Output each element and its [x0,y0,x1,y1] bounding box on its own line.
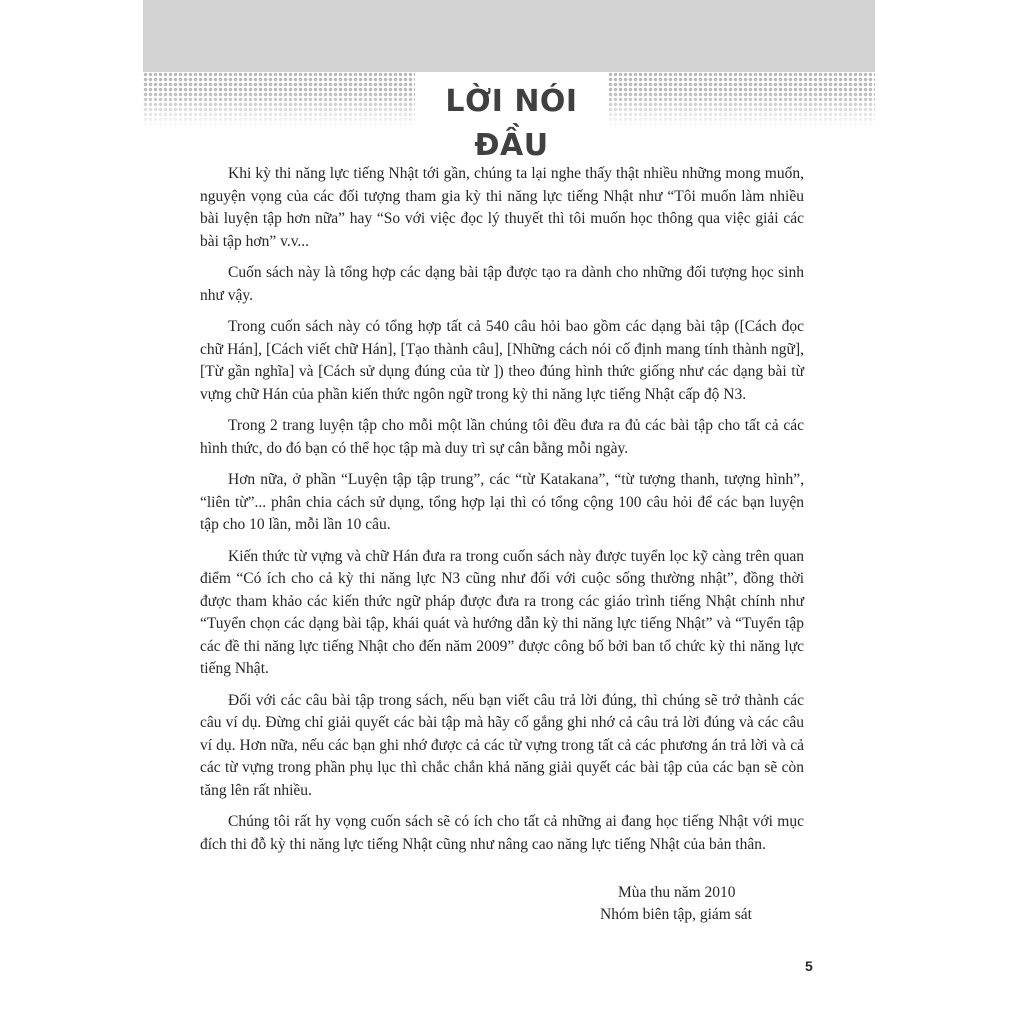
paragraph: Trong cuốn sách này có tổng hợp tất cả 540 câu hỏi bao gồm các dạng bài tập ([Cách đọc chữ Hán], [Cách viết chữ Hán], [Tạo thành câu], [Những cách nói cố định mang tính thành ngữ], [Từ gần nghĩa] và [Cách sử dụng đúng của từ ]) theo đúng hình thức giống như các dạng bài từ vựng chữ Hán của phần kiến thức ngôn ngữ trong kỳ thi năng lực tiếng Nhật cấp độ N3. [200,318,804,403]
paragraph: Đối với các câu bài tập trong sách, nếu bạn viết câu trả lời đúng, thì chúng sẽ trở thành các câu ví dụ. Đừng chỉ giải quyết các bài tập mà hãy cố gắng ghi nhớ cả câu trả lời đúng và các câu ví dụ. Hơn nữa, nếu các bạn ghi nhớ được cả các từ vựng trong tất cả các phương án trả lời và cả các từ vựng trong phần phụ lục thì chắc chắn khả năng giải quyết các bài tập của các bạn sẽ còn tăng lên rất nhiều. [200,691,804,799]
page-number: 5 [805,958,813,974]
signature-date: Mùa thu năm 2010 [618,884,736,901]
page-title: LỜI NÓI ĐẦU [445,84,578,163]
dot-pattern-right [608,72,875,128]
dot-pattern-left [143,72,415,128]
paragraph: Hơn nữa, ở phần “Luyện tập tập trung”, các “từ Katakana”, “từ tượng thanh, tượng hình”, “liên từ”... phân chia cách sử dụng, tổng hợp lại thì có tổng cộng 100 câu hỏi để các bạn luyện tập cho 10 lần, mỗi lần 10 câu. [200,471,804,533]
paragraph: Trong 2 trang luyện tập cho mỗi một lần chúng tôi đều đưa ra đủ các bài tập cho tất cả các hình thức, do đó bạn có thể học tập mà duy trì sự cân bằng mỗi ngày. [200,417,804,457]
paragraph: Khi kỳ thi năng lực tiếng Nhật tới gần, chúng ta lại nghe thấy thật nhiều những mong muốn, nguyện vọng của các đối tượng tham gia kỳ thi năng lực tiếng Nhật như “Tôi muốn làm nhiều bài luyện tập hơn nữa” hay “So với việc đọc lý thuyết thì tôi muốn học thông qua việc giải các bài tập hơn” v.v... [200,165,804,250]
signature-author: Nhóm biên tập, giám sát [600,906,752,923]
signature [560,882,810,926]
header-band [143,0,875,72]
paragraph: Chúng tôi rất hy vọng cuốn sách sẽ có ích cho tất cả những ai đang học tiếng Nhật với mục đích thi đỗ kỳ thi năng lực tiếng Nhật cũng như nâng cao năng lực tiếng Nhật của bản thân. [200,813,804,853]
paragraph: Kiến thức từ vựng và chữ Hán đưa ra trong cuốn sách này được tuyển lọc kỹ càng trên quan điểm “Có ích cho cả kỳ thi năng lực N3 cũng như đối với cuộc sống thường nhật”, đồng thời được tham khảo các kiến thức ngữ pháp được đưa ra trong các giáo trình tiếng Nhật chính như “Tuyển chọn các dạng bài tập, khái quát và hướng dẫn kỳ thi năng lực tiếng Nhật” và “Tuyển tập các đề thi năng lực tiếng Nhật cho đến năm 2009” được công bố bởi ban tổ chức kỳ thi năng lực tiếng Nhật. [200,547,804,677]
paragraph: Cuốn sách này là tổng hợp các dạng bài tập được tạo ra dành cho những đối tượng học sinh như vậy. [200,264,804,304]
body-text [200,163,804,865]
